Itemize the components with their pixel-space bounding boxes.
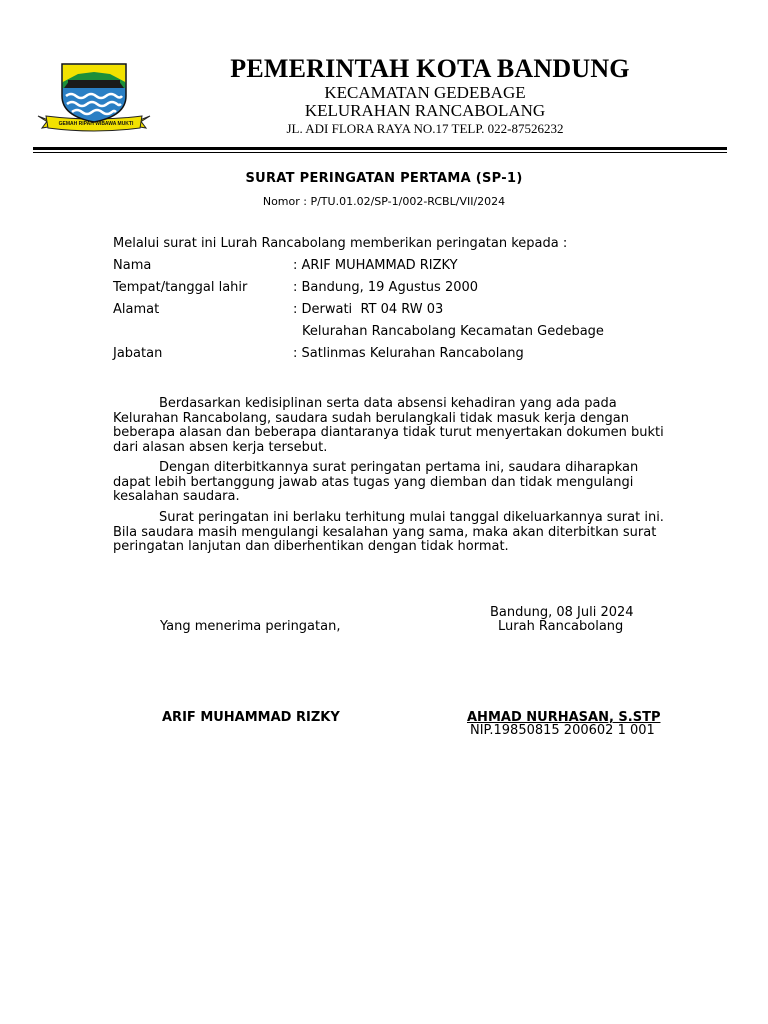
- recipient-label: Yang menerima peringatan,: [160, 619, 341, 634]
- signer-position: Lurah Rancabolang: [498, 619, 624, 634]
- opening-line: Melalui surat ini Lurah Rancabolang memberikan peringatan kepada :: [113, 236, 568, 251]
- identity-value-alamat-line2: Kelurahan Rancabolang Kecamatan Gedebage: [302, 324, 604, 339]
- paragraph-line: Dengan diterbitkannya surat peringatan pertama ini, saudara diharapkan: [159, 460, 639, 475]
- paragraph-1: [113, 397, 703, 455]
- signer-nip: NIP.19850815 200602 1 001: [470, 723, 655, 738]
- letterhead-kelurahan: KELURAHAN RANCABOLANG: [304, 101, 546, 120]
- letterhead-address: JL. ADI FLORA RAYA NO.17 TELP. 022-87526232: [286, 121, 564, 136]
- logo-motto: GEMAH RIPAH WIBAWA MUKTI: [58, 121, 134, 127]
- identity-value-jabatan: : Satlinmas Kelurahan Rancabolang: [293, 346, 524, 361]
- letterhead-divider-thick: [33, 147, 727, 150]
- paragraph-line: Kelurahan Rancabolang, saudara sudah berulangkali tidak masuk kerja dengan: [113, 410, 629, 426]
- identity-label-jabatan: Jabatan: [113, 346, 163, 361]
- identity-value-nama: : ARIF MUHAMMAD RIZKY: [293, 258, 458, 273]
- paragraph-2: [113, 461, 703, 505]
- identity-label-nama: Nama: [113, 258, 152, 273]
- signer-name: AHMAD NURHASAN, S.STP: [467, 710, 661, 725]
- identity-value-ttl: : Bandung, 19 Agustus 2000: [293, 280, 479, 295]
- paragraph-line: Berdasarkan kedisiplinan serta data absensi kehadiran yang ada pada: [159, 396, 617, 411]
- letterhead-kecamatan: KECAMATAN GEDEBAGE: [324, 83, 526, 102]
- identity-label-alamat: Alamat: [113, 302, 160, 317]
- paragraph-3: [113, 511, 703, 555]
- paragraph-line: Bila saudara masih mengulangi kesalahan yang sama, maka akan diterbitkan surat: [113, 524, 657, 540]
- paragraph-line: beberapa alasan dan beberapa diantaranya tidak turut menyertakan dokumen bukti: [113, 425, 664, 440]
- letter-number: Nomor : P/TU.01.02/SP-1/002-RCBL/VII/2024: [262, 195, 506, 208]
- paragraph-line: dapat lebih bertanggung jawab atas tugas yang diemban dan tidak mengulangi: [113, 474, 634, 490]
- signing-place-date: Bandung, 08 Juli 2024: [490, 605, 634, 620]
- paragraph-line: peringatan lanjutan dan diberhentikan dengan tidak hormat.: [113, 539, 509, 554]
- letterhead-title: PEMERINTAH KOTA BANDUNG: [230, 54, 630, 83]
- letter-title: SURAT PERINGATAN PERTAMA (SP-1): [245, 171, 523, 186]
- paragraph-line: kesalahan saudara.: [113, 489, 240, 504]
- paragraph-line: Surat peringatan ini berlaku terhitung mulai tanggal dikeluarkannya surat ini.: [159, 510, 664, 525]
- identity-value-alamat: : Derwati RT 04 RW 03: [293, 302, 444, 317]
- paragraph-line: dari alasan absen kerja tersebut.: [113, 439, 328, 455]
- identity-label-ttl: Tempat/tanggal lahir: [113, 280, 248, 295]
- letterhead-divider-thin: [33, 152, 727, 153]
- recipient-name: ARIF MUHAMMAD RIZKY: [162, 710, 340, 725]
